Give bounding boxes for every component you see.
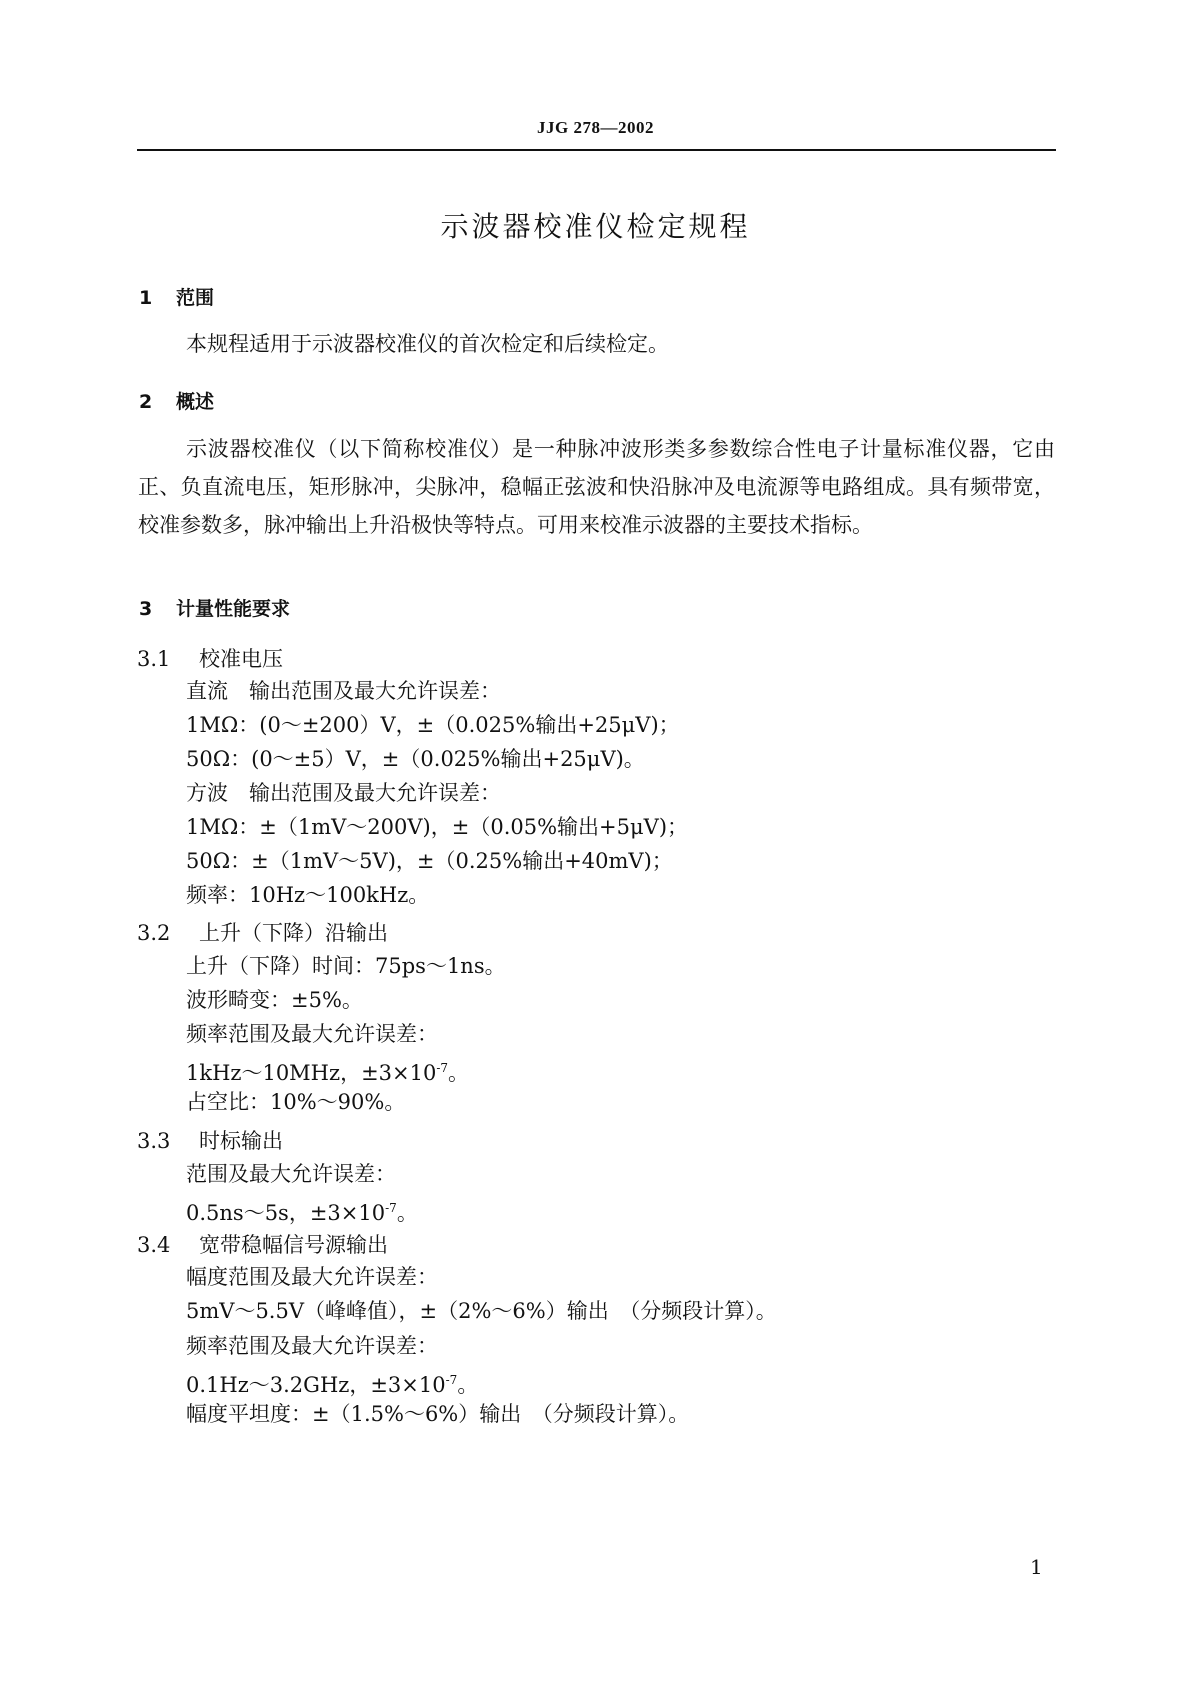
subsection-title: 上升（下降）沿输出	[199, 921, 388, 945]
text-line: 50Ω：±（1mV～5V)，±（0.25%输出+40mV)；	[186, 849, 673, 873]
text-line: 占空比：10%～90%。	[186, 1090, 406, 1114]
exponent: -7	[445, 1373, 458, 1387]
text-line: 5mV～5.5V（峰峰值），±（2%～6%）输出 （分频段计算）。	[186, 1299, 777, 1323]
text-line: 波形畸变：±5%。	[186, 988, 363, 1012]
text-line	[186, 1189, 418, 1232]
document-code-header: JJG 278—2002	[537, 118, 654, 137]
section-3-heading	[139, 594, 290, 621]
subsection-3-1-heading	[137, 643, 283, 673]
subsection-3-2-heading	[137, 917, 388, 947]
subsection-number: 3.2	[137, 921, 171, 945]
subsection-number: 3.4	[137, 1233, 171, 1257]
subsection-3-3-heading	[137, 1125, 283, 1155]
page-number: 1	[1030, 1555, 1043, 1579]
text-fragment: 1kHz～10MHz，±3×10	[186, 1061, 437, 1085]
text-line: 50Ω：(0～±5）V，±（0.025%输出+25μV)。	[186, 747, 645, 771]
page-title: 示波器校准仪检定规程	[440, 210, 751, 243]
subsection-3-4-heading	[137, 1229, 388, 1259]
subsection-title: 校准电压	[199, 647, 283, 671]
subsection-number: 3.3	[137, 1129, 171, 1153]
section-2-body: 示波器校准仪（以下简称校准仪）是一种脉冲波形类多参数综合性电子计量标准仪器，它由正、负直流电压，矩形脉冲，尖脉冲，稳幅正弦波和快沿脉冲及电流源等电路组成。具有频带宽，校准参数多，脉冲输出上升沿极快等特点。可用来校准示波器的主要技术指标。	[138, 437, 1055, 537]
text-fragment: 。	[457, 1373, 479, 1397]
text-fragment: 。	[396, 1201, 418, 1225]
text-line: 1MΩ：±（1mV～200V)，±（0.05%输出+5μV)；	[186, 815, 689, 839]
text-fragment: 0.1Hz～3.2GHz，±3×10	[186, 1373, 446, 1397]
section-title: 概述	[176, 391, 215, 413]
text-line: 幅度范围及最大允许误差：	[186, 1265, 438, 1289]
subsection-number: 3.1	[137, 647, 171, 671]
section-1-body: 本规程适用于示波器校准仪的首次检定和后续检定。	[186, 332, 669, 356]
text-line: 上升（下降）时间：75ps～1ns。	[186, 954, 506, 978]
text-line: 频率范围及最大允许误差：	[186, 1022, 438, 1046]
text-fragment: 0.5ns～5s，±3×10	[186, 1201, 386, 1225]
text-line: 1MΩ：(0～±200）V，±（0.025%输出+25μV)；	[186, 713, 680, 737]
text-line: 直流 输出范围及最大允许误差：	[186, 679, 501, 703]
section-number: 1	[139, 287, 153, 309]
subsection-title: 时标输出	[199, 1129, 283, 1153]
text-line: 频率范围及最大允许误差：	[186, 1334, 438, 1358]
exponent: -7	[385, 1201, 397, 1215]
section-title: 范围	[176, 287, 215, 309]
section-title: 计量性能要求	[176, 598, 291, 620]
section-number: 2	[139, 391, 153, 413]
text-line: 幅度平坦度：±（1.5%～6%）输出 （分频段计算）。	[186, 1402, 690, 1426]
section-1-heading	[139, 283, 214, 310]
section-number: 3	[139, 598, 153, 620]
section-2-heading	[139, 387, 214, 414]
text-line: 方波 输出范围及最大允许误差：	[186, 781, 501, 805]
header-rule	[137, 149, 1056, 151]
exponent: -7	[436, 1061, 449, 1075]
text-line: 范围及最大允许误差：	[186, 1162, 396, 1186]
text-fragment: 。	[448, 1061, 470, 1085]
text-line: 频率：10Hz～100kHz。	[186, 883, 430, 907]
subsection-title: 宽带稳幅信号源输出	[199, 1233, 388, 1257]
